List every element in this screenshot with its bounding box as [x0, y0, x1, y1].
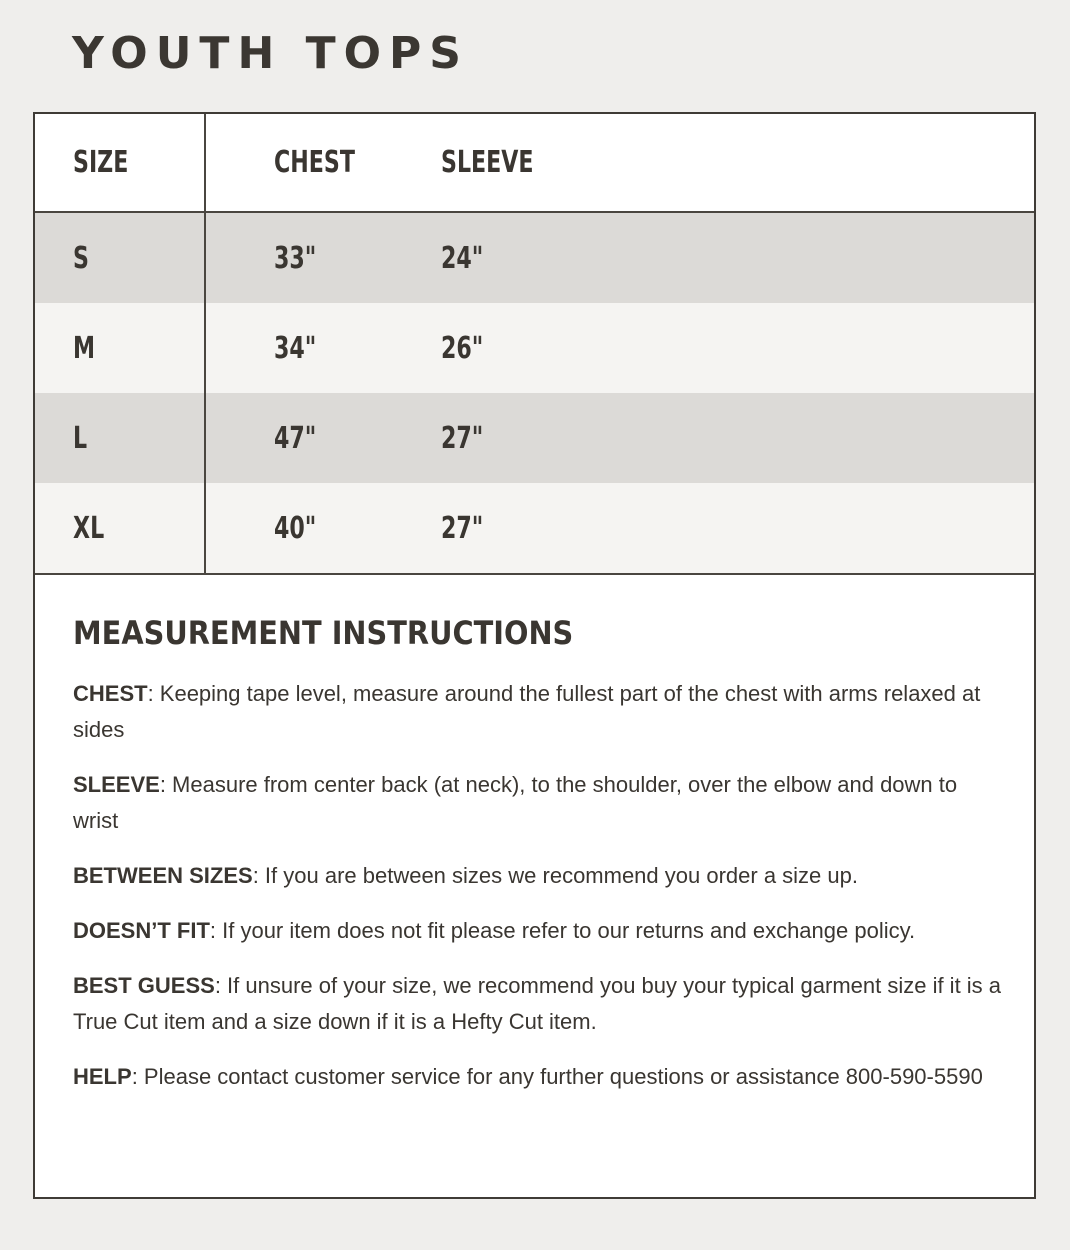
- instruction-doesnt-fit: [73, 913, 1006, 949]
- instruction-sleeve: [73, 767, 1006, 839]
- table-row: [35, 212, 1034, 303]
- instruction-label: HELP: [73, 1064, 132, 1089]
- instruction-label: DOESN’T FIT: [73, 918, 210, 943]
- chest-cell: 33": [205, 212, 407, 303]
- instruction-best-guess: [73, 968, 1006, 1040]
- instruction-between-sizes: [73, 858, 1006, 894]
- measurement-instructions: [73, 614, 1006, 1114]
- instruction-help: [73, 1059, 1006, 1095]
- column-header-sleeve: SLEEVE: [407, 114, 1034, 212]
- instructions-heading: MEASUREMENT INSTRUCTIONS: [73, 614, 574, 652]
- column-header-size: SIZE: [35, 114, 205, 212]
- instruction-text: : If you are between sizes we recommend you order a size up.: [252, 863, 858, 888]
- size-cell: XL: [35, 483, 205, 574]
- table-row: [35, 303, 1034, 393]
- table-header-row: [35, 114, 1034, 212]
- instruction-label: SLEEVE: [73, 772, 160, 797]
- table-row: [35, 393, 1034, 483]
- size-cell: M: [35, 303, 205, 393]
- instruction-chest: [73, 676, 1006, 748]
- chest-cell: 40": [205, 483, 407, 574]
- instruction-label: BETWEEN SIZES: [73, 863, 253, 888]
- instruction-label: BEST GUESS: [73, 973, 215, 998]
- instruction-text: : Keeping tape level, measure around the fullest part of the chest with arms relaxed at sides: [73, 681, 981, 742]
- column-header-chest: CHEST: [205, 114, 407, 212]
- sleeve-cell: 27": [407, 393, 1034, 483]
- instruction-text: : Measure from center back (at neck), to the shoulder, over the elbow and down to wrist: [73, 772, 958, 833]
- chest-cell: 47": [205, 393, 407, 483]
- page-title: YOUTH TOPS: [72, 28, 469, 79]
- size-table: [35, 114, 1034, 575]
- size-cell: L: [35, 393, 205, 483]
- size-chart-card: [33, 112, 1036, 1199]
- instruction-text: : Please contact customer service for any further questions or assistance 800-590-5590: [131, 1064, 983, 1089]
- size-cell: S: [35, 212, 205, 303]
- chest-cell: 34": [205, 303, 407, 393]
- sleeve-cell: 27": [407, 483, 1034, 574]
- instruction-text: : If unsure of your size, we recommend you buy your typical garment size if it is a True Cut item and a size down if it is a Hefty Cut item.: [73, 973, 1002, 1034]
- table-row: [35, 483, 1034, 574]
- instruction-label: CHEST: [73, 681, 148, 706]
- sleeve-cell: 26": [407, 303, 1034, 393]
- instruction-text: : If your item does not fit please refer to our returns and exchange policy.: [209, 918, 916, 943]
- sleeve-cell: 24": [407, 212, 1034, 303]
